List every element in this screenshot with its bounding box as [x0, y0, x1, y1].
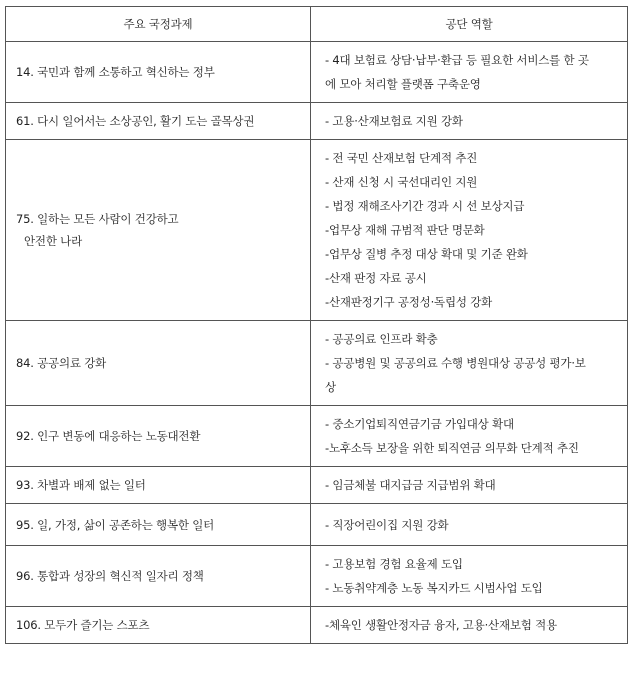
task-cell [6, 406, 311, 467]
role-cell [311, 607, 628, 644]
role-cell [311, 406, 628, 467]
table-row [6, 504, 628, 546]
role-item: - 고용보험 경험 요율제 도입 [325, 557, 463, 571]
task-text: 92. 인구 변동에 대응하는 노동대전환 [16, 429, 201, 443]
table-row [6, 321, 628, 406]
role-cell [311, 546, 628, 607]
task-cell [6, 504, 311, 546]
task-text: 106. 모두가 즐기는 스포츠 [16, 618, 150, 632]
role-item: 에 모아 처리할 플랫폼 구축운영 [325, 77, 481, 91]
role-item: - 고용·산재보험료 지원 강화 [325, 114, 463, 128]
role-item: - 4대 보험료 상담·납부·환급 등 필요한 서비스를 한 곳 [325, 53, 589, 67]
table-row [6, 546, 628, 607]
role-cell [311, 504, 628, 546]
task-text: 95. 일, 가정, 삶이 공존하는 행복한 일터 [16, 517, 215, 532]
task-text: 96. 통합과 성장의 혁신적 일자리 정책 [16, 569, 204, 583]
task-text: 14. 국민과 함께 소통하고 혁신하는 정부 [16, 65, 215, 79]
table-body [6, 42, 628, 644]
role-item: - 공공병원 및 공공의료 수행 병원대상 공공성 평가·보 [325, 356, 586, 370]
role-item: - 공공의료 인프라 확충 [325, 332, 438, 346]
role-item: -업무상 질병 추정 대상 확대 및 기준 완화 [325, 247, 528, 261]
role-item: -노후소득 보장을 위한 퇴직연금 의무화 단계적 추진 [325, 441, 579, 455]
role-cell [311, 467, 628, 504]
role-item: - 직장어린이집 지원 강화 [325, 517, 449, 532]
header-role: 공단 역할 [311, 7, 628, 42]
task-text: 93. 차별과 배제 없는 일터 [16, 478, 146, 492]
role-item: - 법정 재해조사기간 경과 시 선 보상지급 [325, 199, 525, 213]
role-cell [311, 321, 628, 406]
role-item: - 임금체불 대지급금 지급범위 확대 [325, 478, 496, 492]
role-cell [311, 42, 628, 103]
policy-role-table [5, 6, 628, 644]
table-row [6, 607, 628, 644]
task-cell [6, 103, 311, 140]
table-row [6, 103, 628, 140]
role-item: -산재판정기구 공정성·독립성 강화 [325, 295, 493, 309]
task-cell [6, 140, 311, 321]
table-row [6, 467, 628, 504]
role-item: - 노동취약계층 노동 복지카드 시범사업 도입 [325, 581, 543, 595]
table-row [6, 42, 628, 103]
table-header-row [6, 7, 628, 42]
task-text: 84. 공공의료 강화 [16, 356, 107, 370]
role-item: -업무상 재해 규범적 판단 명문화 [325, 223, 485, 237]
role-item: -체육인 생활안정자금 융자, 고용·산재보험 적용 [325, 618, 557, 632]
role-item: - 전 국민 산재보험 단계적 추진 [325, 151, 478, 165]
header-task: 주요 국정과제 [6, 7, 311, 42]
task-cell [6, 42, 311, 103]
role-item: -산재 판정 자료 공시 [325, 271, 427, 285]
task-cell [6, 546, 311, 607]
task-text: 61. 다시 일어서는 소상공인, 활기 도는 골목상권 [16, 114, 255, 128]
role-item: 상 [325, 380, 336, 394]
role-item: - 산재 신청 시 국선대리인 지원 [325, 175, 478, 189]
role-item: - 중소기업퇴직연금기금 가입대상 확대 [325, 417, 514, 431]
task-text: 안전한 나라 [24, 234, 82, 248]
role-cell [311, 140, 628, 321]
role-cell [311, 103, 628, 140]
table-row [6, 406, 628, 467]
task-cell [6, 321, 311, 406]
table-row [6, 140, 628, 321]
task-cell [6, 607, 311, 644]
task-cell [6, 467, 311, 504]
task-text: 75. 일하는 모든 사람이 건강하고 [16, 212, 179, 226]
